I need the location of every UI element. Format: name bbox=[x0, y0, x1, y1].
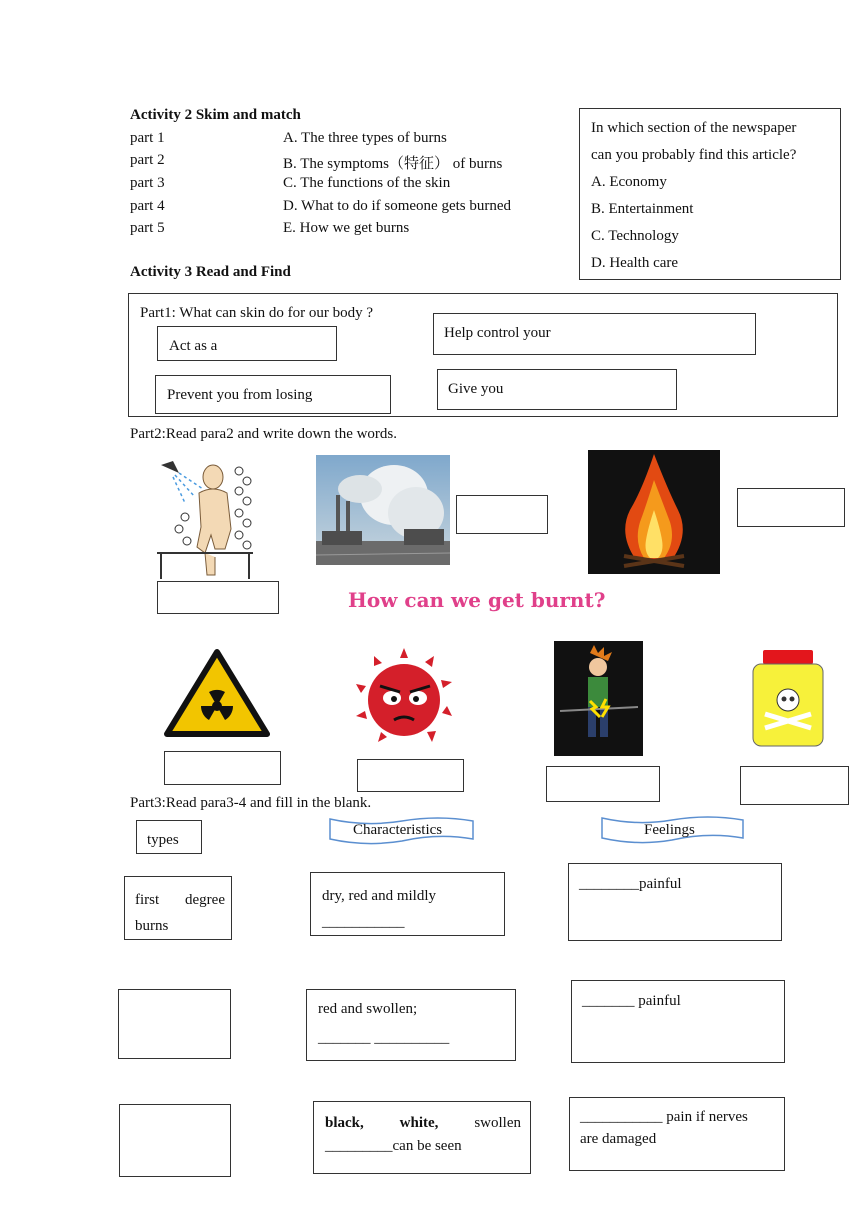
question-line: can you probably find this article? bbox=[591, 147, 797, 163]
burn-type-box bbox=[124, 876, 232, 940]
characteristics-box[interactable] bbox=[306, 989, 516, 1061]
feelings-text: are damaged bbox=[580, 1131, 657, 1147]
feelings-header: Feelings bbox=[644, 822, 695, 838]
characteristics-box[interactable] bbox=[310, 872, 505, 936]
angry-sun-image bbox=[348, 644, 460, 750]
types-header: types bbox=[136, 820, 202, 854]
part-label: part 2 bbox=[130, 152, 165, 168]
part-label: part 3 bbox=[130, 175, 165, 191]
part-label: part 5 bbox=[130, 220, 165, 236]
first-degree-burns-label: first degree burns bbox=[135, 892, 225, 934]
poison-bottle-image bbox=[749, 648, 827, 748]
answer-box[interactable] bbox=[740, 766, 849, 805]
question-option: A. Economy bbox=[591, 174, 667, 190]
part3-title: Part3:Read para3-4 and fill in the blank. bbox=[130, 795, 372, 811]
answer-box[interactable] bbox=[546, 766, 660, 802]
characteristics-text: red and swollen; bbox=[318, 1001, 418, 1017]
characteristics-text: black, white, swollen _________can be seen bbox=[325, 1115, 521, 1154]
question-option: B. Entertainment bbox=[591, 201, 694, 217]
characteristics-header: Characteristics bbox=[353, 822, 443, 838]
answer-box[interactable] bbox=[164, 751, 281, 785]
part-label: part 4 bbox=[130, 198, 165, 214]
factory-smoke-image bbox=[316, 455, 450, 565]
answer-box[interactable] bbox=[357, 759, 464, 792]
activity3-heading: Activity 3 Read and Find bbox=[130, 264, 291, 280]
activity2-heading: Activity 2 Skim and match bbox=[130, 107, 301, 123]
hot-water-person-image bbox=[155, 457, 255, 581]
match-option: C. The functions of the skin bbox=[283, 175, 451, 191]
match-option: A. The three types of burns bbox=[283, 130, 447, 146]
radiation-warning-icon bbox=[163, 648, 271, 738]
answer-box[interactable] bbox=[737, 488, 845, 527]
feelings-text: ___________ pain if nerves bbox=[580, 1109, 748, 1125]
characteristics-text: dry, red and mildly ___________ bbox=[322, 888, 437, 930]
skin-function-box[interactable]: Help control your bbox=[433, 313, 756, 355]
fire-image bbox=[588, 450, 720, 574]
burn-type-box[interactable] bbox=[118, 989, 231, 1059]
part2-title: Part2:Read para2 and write down the words. bbox=[130, 426, 398, 442]
newspaper-question-box bbox=[579, 108, 841, 280]
burn-causes-headline: How can we get burnt? bbox=[348, 588, 606, 612]
part-label: part 1 bbox=[130, 130, 165, 146]
characteristics-box[interactable] bbox=[313, 1101, 531, 1174]
answer-box[interactable] bbox=[157, 581, 279, 614]
question-option: C. Technology bbox=[591, 228, 679, 244]
feelings-box[interactable] bbox=[569, 1097, 785, 1171]
question-option: D. Health care bbox=[591, 255, 679, 271]
part1-title: Part1: What can skin do for our body ? bbox=[140, 305, 374, 321]
characteristics-blank: _______ __________ bbox=[318, 1030, 450, 1046]
burn-type-box[interactable] bbox=[119, 1104, 231, 1177]
match-option: E. How we get burns bbox=[283, 220, 410, 236]
skin-function-box[interactable]: Prevent you from losing bbox=[155, 375, 391, 414]
answer-box[interactable] bbox=[456, 495, 548, 534]
feelings-box[interactable] bbox=[568, 863, 782, 941]
feelings-text: ________painful bbox=[579, 876, 682, 892]
question-line: In which section of the newspaper bbox=[591, 120, 797, 136]
match-option: D. What to do if someone gets burned bbox=[283, 198, 512, 214]
feelings-box[interactable] bbox=[571, 980, 785, 1063]
feelings-text: _______ painful bbox=[582, 993, 681, 1009]
match-option: B. The symptoms（特征） of burns bbox=[283, 156, 503, 172]
skin-function-box[interactable]: Act as a bbox=[157, 326, 337, 361]
skin-function-box[interactable]: Give you bbox=[437, 369, 677, 410]
electric-shock-image bbox=[554, 641, 643, 756]
